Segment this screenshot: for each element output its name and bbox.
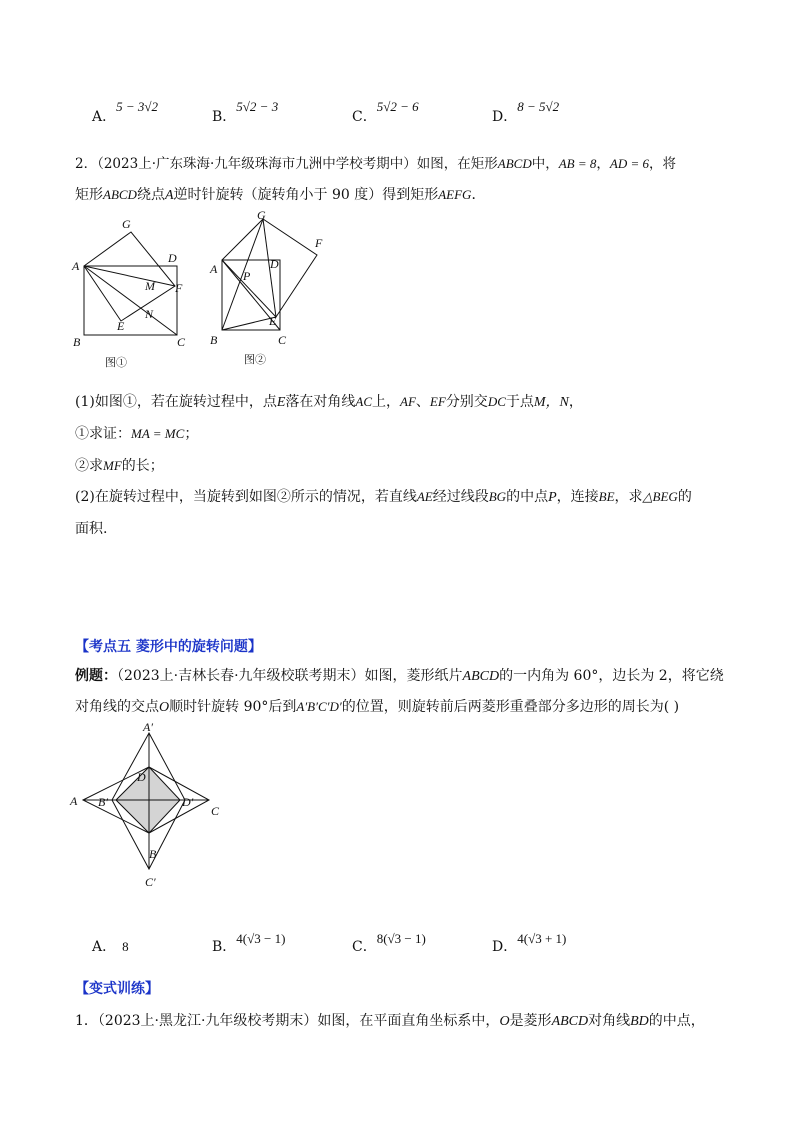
fig3-label-d-prime: D′ [182,795,194,809]
fig2-label-a: A [210,262,218,276]
fig3-label-b-prime: B′ [98,795,108,809]
fig1-label-m: M [145,279,155,293]
fig1-label-d: D [168,251,177,265]
q1-option-a[interactable]: A．5 − 3√2 [92,99,159,125]
q2-line-1: 2．（2023上·广东珠海·九年级珠海市九洲中学校考期中）如图，在矩形ABCD中，AB = 8，AD = 6，将 [75,156,676,172]
q2-sub-2: ②求MF的长； [75,458,164,474]
fig3-label-a: A [70,794,78,808]
fig3-label-b: B [149,847,157,861]
example-option-b[interactable]: B．4(√3 − 1) [212,931,286,955]
fig3-label-d: D [137,770,146,784]
example-line-1: 例题：（2023上·吉林长春·九年级校联考期末）如图，菱形纸片ABCD的一内角为 60°，边长为 2，将它绕 [75,668,724,684]
example-option-d[interactable]: D．4(√3 + 1) [492,931,567,955]
figure-3-rhombus [65,715,240,900]
section-5-heading: 【考点五 菱形中的旋转问题】 [75,639,262,655]
fig1-label-a: A [72,259,80,273]
figure-2-rotation [200,205,340,380]
q1-option-d[interactable]: D．8 − 5√2 [492,99,560,125]
fig2-segment-be [222,317,276,330]
fig2-label-e: E [269,314,277,328]
fig1-label-e: E [117,319,125,333]
fig2-label-g: G [257,208,266,222]
fig2-label-d: D [270,257,279,271]
example-option-c[interactable]: C．8(√3 − 1) [352,931,426,955]
fig2-label-p: P [243,269,251,283]
example-option-a[interactable]: A． 8 [92,939,129,955]
q2-part-1: (1)如图①，若在旋转过程中，点E落在对角线AC上，AF、EF分别交DC于点M，N， [75,394,583,410]
q2-line-2: 矩形ABCD绕点A逆时针旋转（旋转角小于 90 度）得到矩形AEFG． [75,187,486,203]
q1-option-b[interactable]: B．5√2 − 3 [212,99,279,125]
fig3-label-c-prime: C′ [145,875,156,889]
q1-option-c[interactable]: C．5√2 − 6 [352,99,419,125]
fig2-caption: 图② [244,354,266,366]
fig3-label-c: C [211,804,220,818]
fig1-label-c: C [177,335,186,349]
variant-heading: 【变式训练】 [75,981,159,997]
q2-part-2: (2)在旋转过程中，当旋转到如图②所示的情况，若直线AE经过线段BG的中点P，连接BE，求△BEG的 [75,489,692,505]
fig3-label-a-prime: A′ [143,720,153,734]
figure-1-rotation [65,210,195,380]
q2-part-2-cont: 面积. [75,521,108,537]
example-line-2: 对角线的交点O顺时针旋转 90°后到A′B′C′D′的位置，则旋转前后两菱形重叠部分多边形的周长为( ) [75,699,680,715]
fig1-label-g: G [122,217,131,231]
fig1-label-n: N [145,307,154,321]
variant-q1-line-1: 1．（2023上·黑龙江·九年级校考期末）如图，在平面直角坐标系中，O是菱形ABCD对角线BD的中点， [75,1013,705,1029]
fig1-caption: 图① [105,357,127,369]
q2-sub-1: ①求证：MA = MC； [75,426,199,442]
fig2-label-b: B [210,333,218,347]
fig1-label-b: B [73,335,81,349]
fig2-label-f: F [315,236,323,250]
fig1-label-f: F [175,281,183,295]
fig2-label-c: C [278,333,287,347]
